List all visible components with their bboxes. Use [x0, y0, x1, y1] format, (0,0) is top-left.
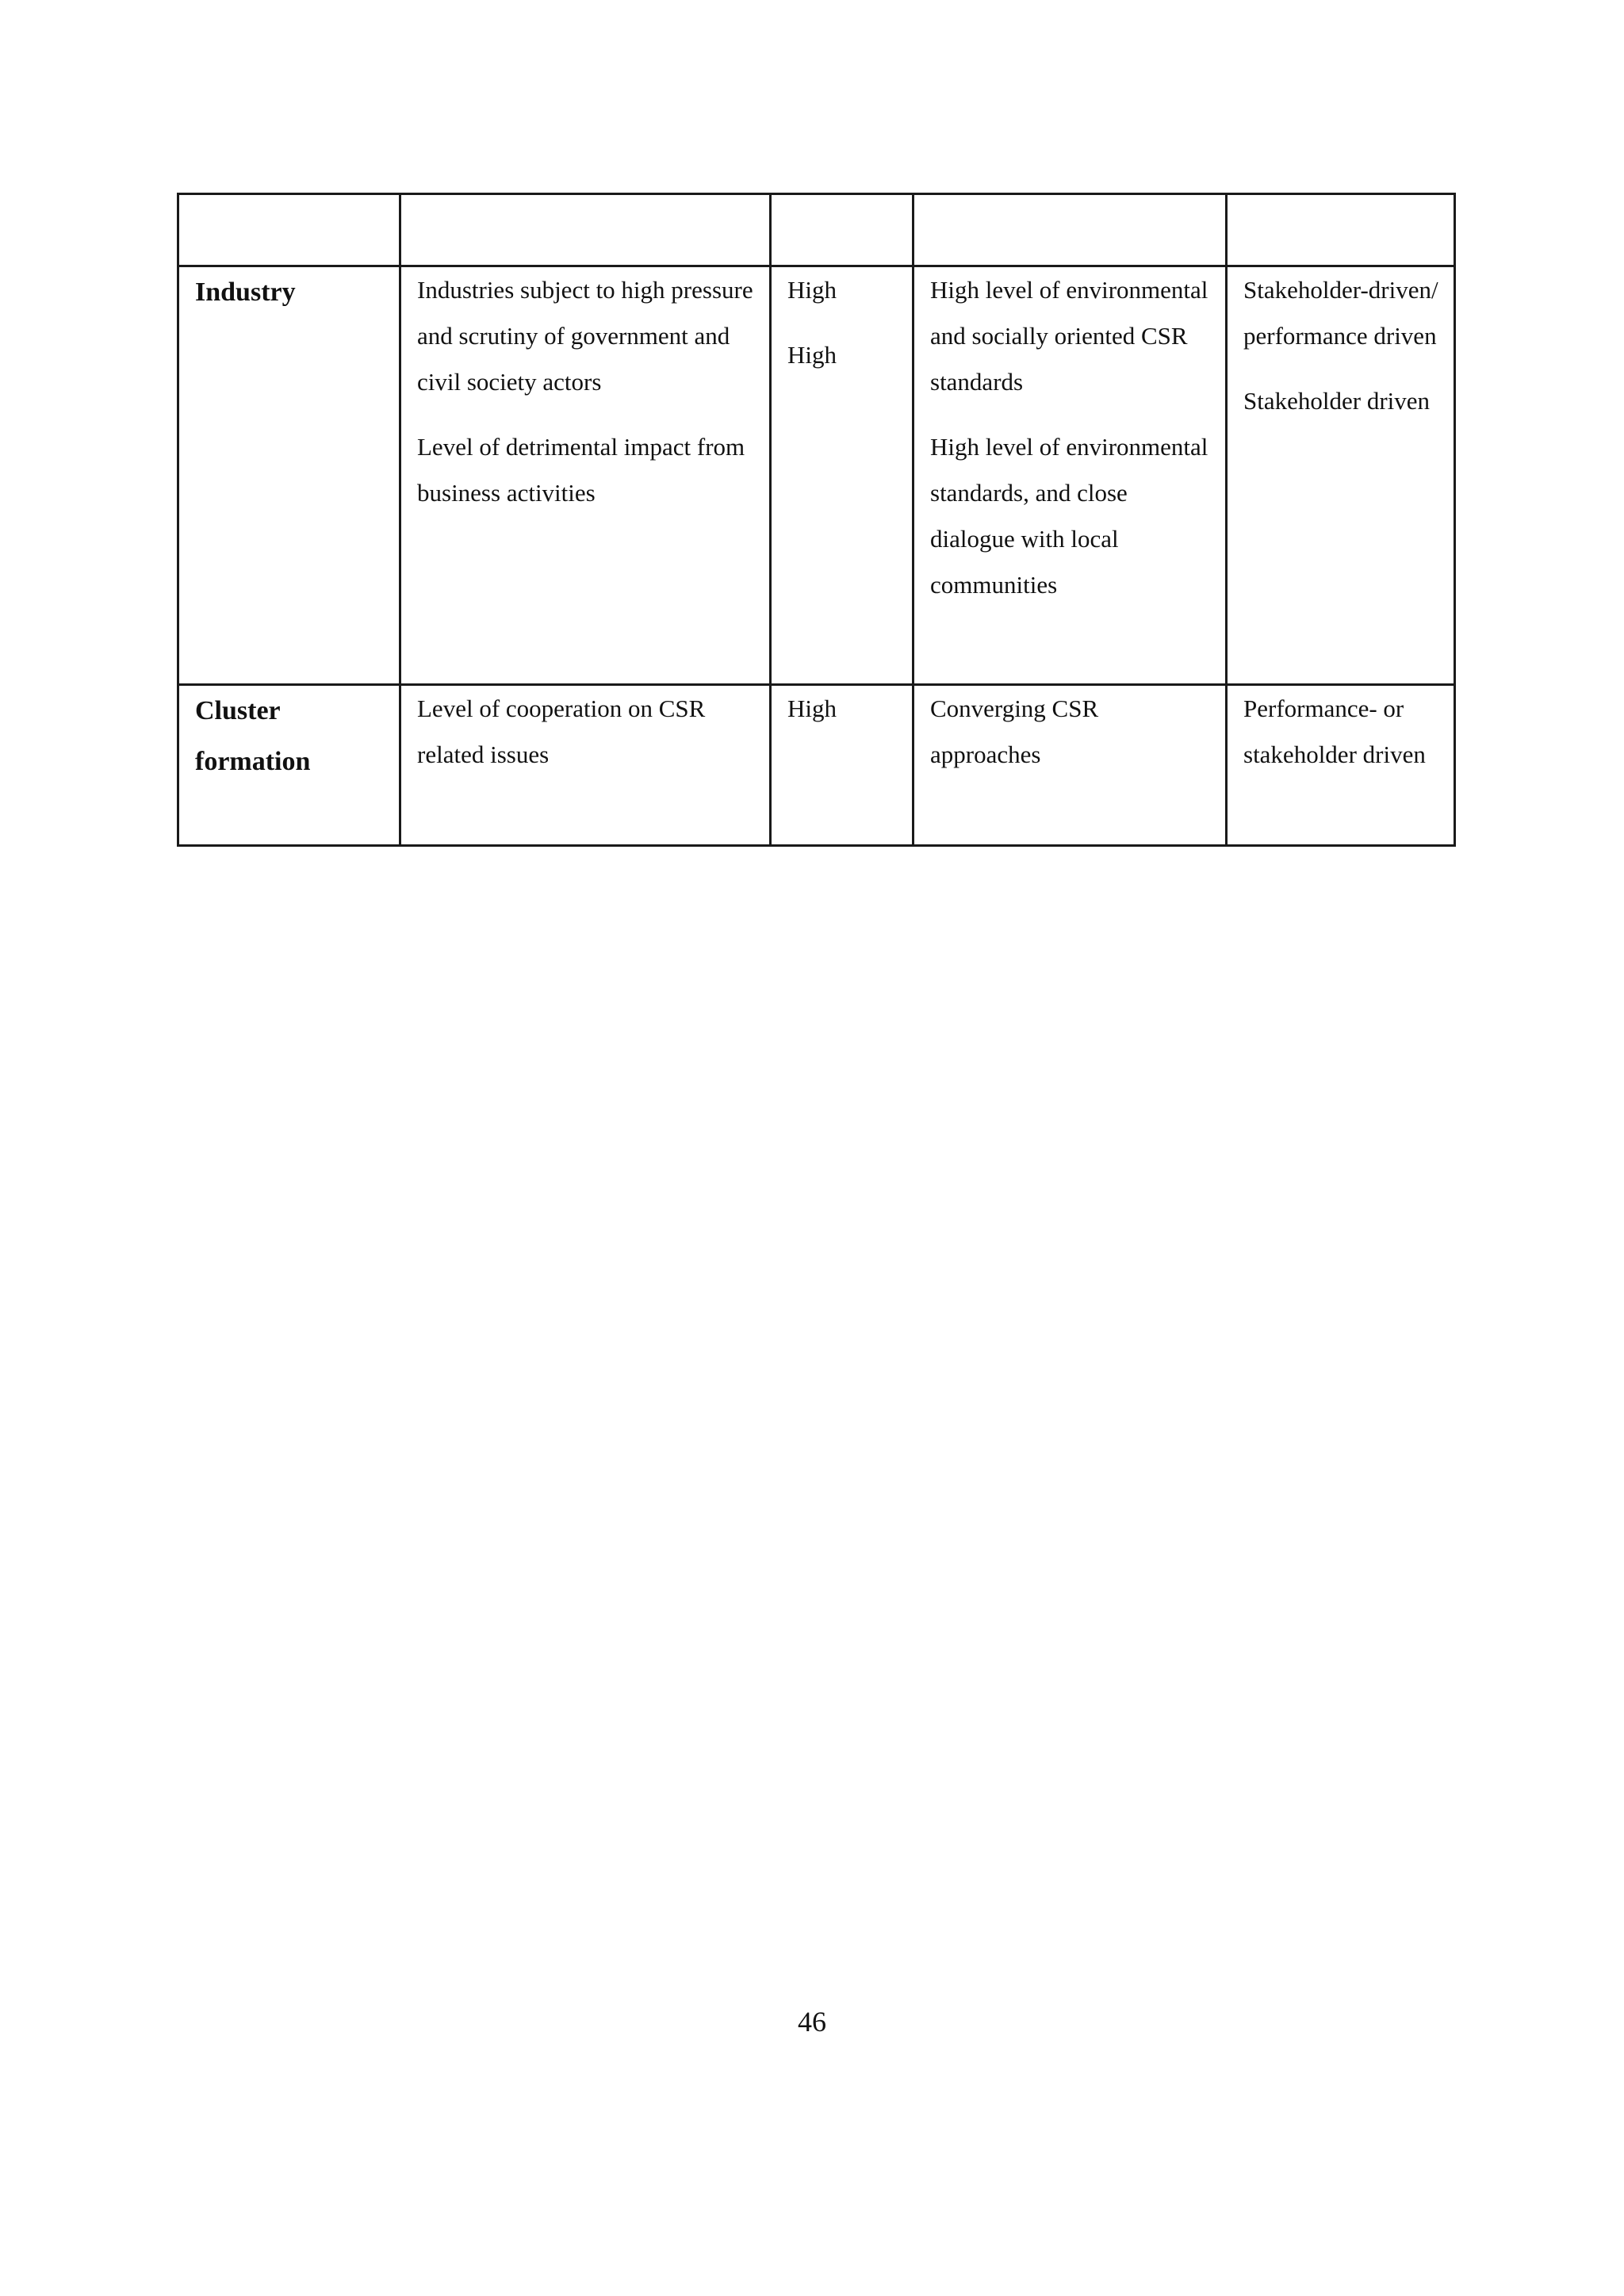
effect-text: Converging CSR approaches [930, 695, 1099, 768]
determinant-cell [400, 685, 771, 846]
determinant-cell [400, 266, 771, 685]
determinant-text: Level of cooperation on CSR related issues [417, 695, 706, 768]
page-number: 46 [798, 2006, 826, 2038]
csr-determinants-table [177, 193, 1454, 847]
effect-cell [914, 266, 1227, 685]
header-cell [771, 194, 914, 266]
category-label: Cluster formation [195, 696, 311, 776]
approach-text: Stakeholder-driven/ performance driven [1243, 276, 1438, 350]
category-cell [178, 685, 400, 846]
category-cell [178, 266, 400, 685]
table-row [178, 685, 1455, 846]
header-cell [1227, 194, 1455, 266]
determinant-text: Level of detrimental impact from business activities [417, 433, 745, 507]
effect-cell [914, 685, 1227, 846]
header-cell [400, 194, 771, 266]
level-text: High [787, 695, 837, 722]
effect-text: High level of environmental standards, and close dialogue with local communities [930, 433, 1208, 599]
approach-text: Stakeholder driven [1243, 387, 1431, 415]
approach-text: Performance- or stakeholder driven [1243, 695, 1426, 768]
header-cell [914, 194, 1227, 266]
approach-cell [1227, 266, 1455, 685]
table-header-row [178, 194, 1455, 266]
approach-cell [1227, 685, 1455, 846]
level-text: High [787, 276, 837, 304]
determinant-text: Industries subject to high pressure and scrutiny of government and civil society actors [417, 276, 753, 396]
effect-text: High level of environmental and socially oriented CSR standards [930, 276, 1208, 396]
category-label: Industry [195, 277, 296, 307]
header-cell [178, 194, 400, 266]
level-cell [771, 685, 914, 846]
table [177, 193, 1456, 847]
table-row [178, 266, 1455, 685]
level-text: High [787, 341, 837, 369]
level-cell [771, 266, 914, 685]
